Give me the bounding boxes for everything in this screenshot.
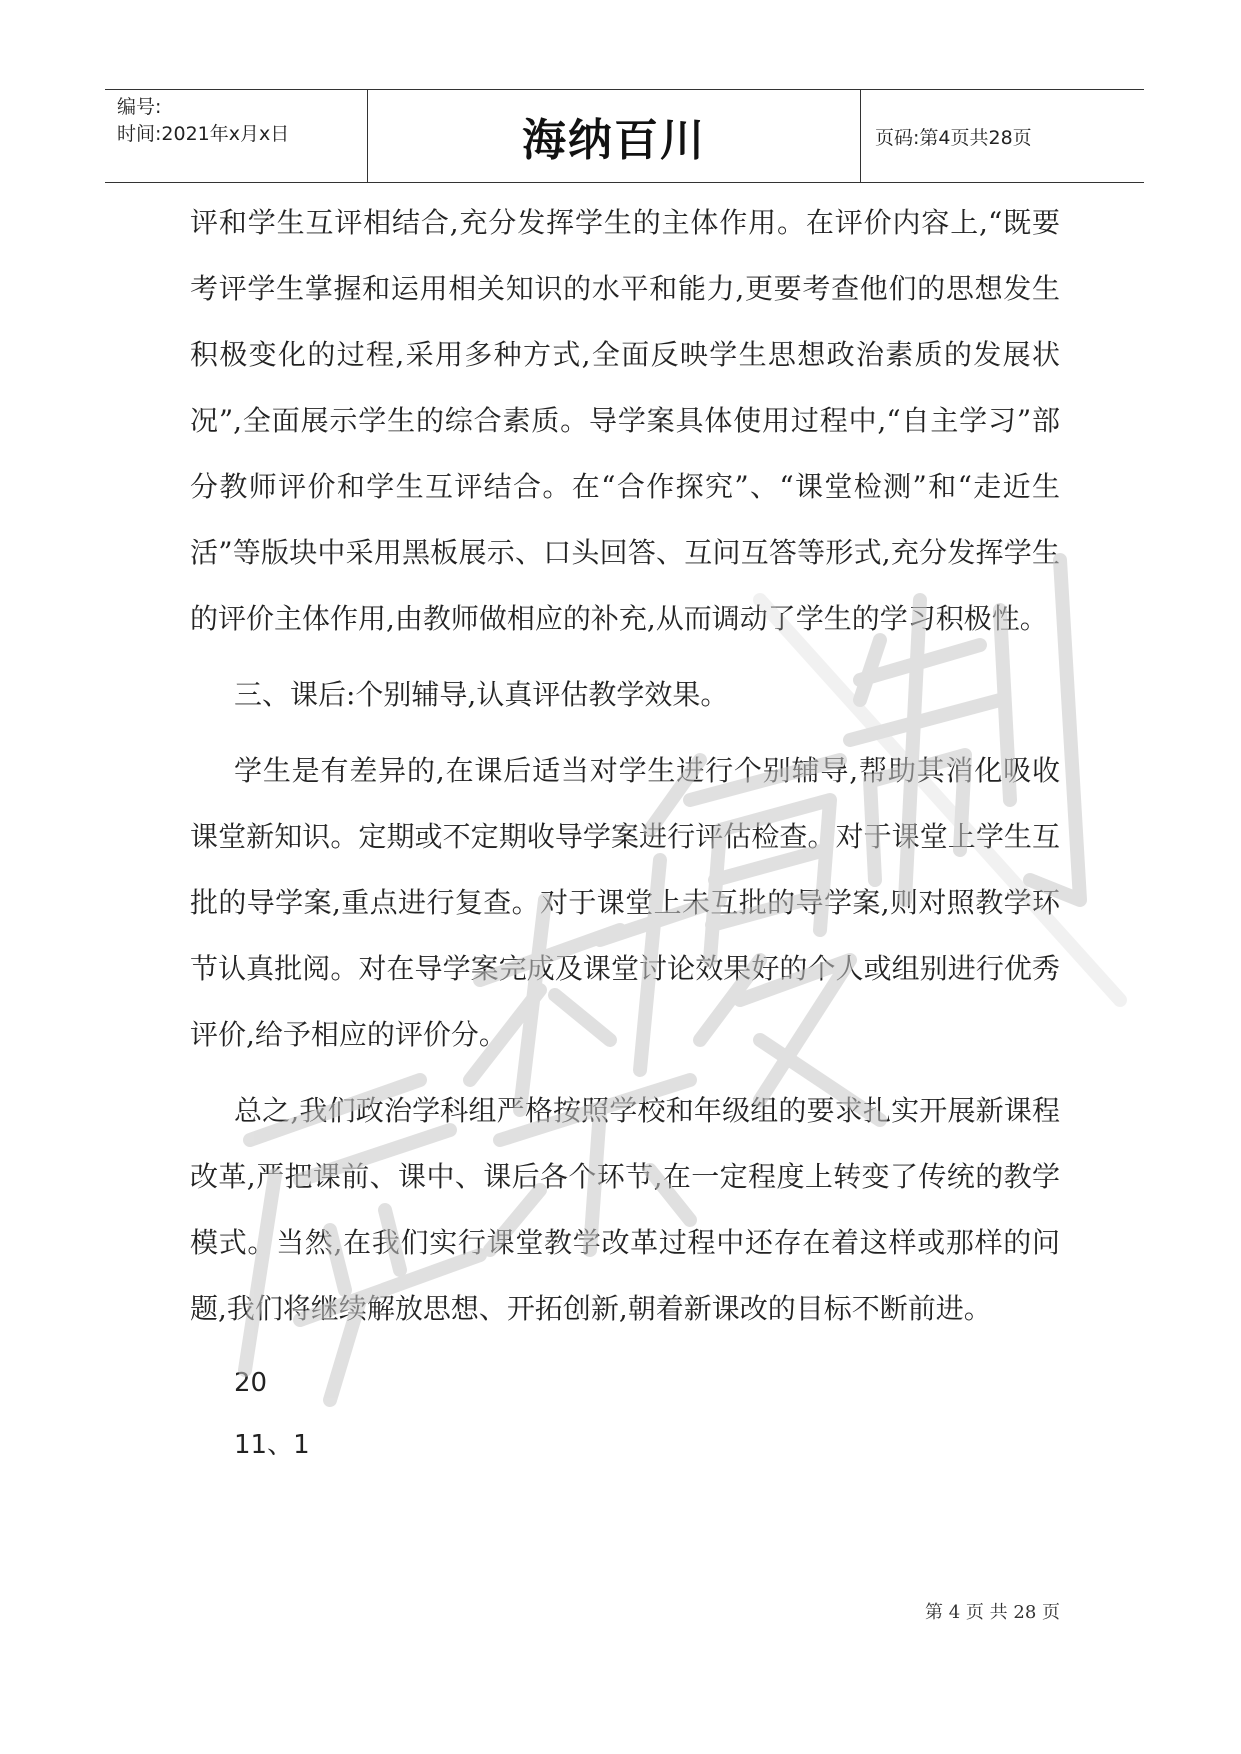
paragraph-tutoring: 学生是有差异的,在课后适当对学生进行个别辅导,帮助其消化吸收课堂新知识。定期或不定期收导学案进行评估检查。对于课堂上学生互批的导学案,重点进行复查。对于课堂上未互批的导学案,则对照教学环节认真批阅。对在导学案完成及课堂讨论效果好的个人或组别进行优秀评价,给予相应的评价分。 [190, 754, 1060, 1051]
footer-page-number: 第 4 页 共 28 页 [925, 1602, 1060, 1623]
header-page-info: 页码:第4页共28页 [875, 126, 1032, 149]
date-line-year: 20 [234, 1368, 268, 1398]
brand-title: 海纳百川 [522, 115, 706, 166]
paragraph-gap [190, 652, 1060, 662]
document-header [105, 89, 1144, 183]
header-meta-cell [105, 90, 368, 182]
header-brand-cell [368, 90, 861, 182]
paragraph-evaluation: 评和学生互评相结合,充分发挥学生的主体作用。在评价内容上,“既要考评学生掌握和运用相关知识的水平和能力,更要考查他们的思想发生积极变化的过程,采用多种方式,全面反映学生思想政治素质的发展状况”,全面展示学生的综合素质。导学案具体使用过程中,“自主学习”部分教师评价和学生互评结合。在“合作探究”、“课堂检测”和“走近生活”等版块中采用黑板展示、口头回答、互问互答等形式,充分发挥学生的评价主体作用,由教师做相应的补充,从而调动了学生的学习积极性。 [190, 206, 1060, 635]
time-label: 时间:2021年x月x日 [117, 123, 290, 145]
paragraph-gap [190, 1068, 1060, 1078]
paragraph-gap [190, 728, 1060, 738]
paragraph-summary: 总之,我们政治学科组严格按照学校和年级组的要求扎实开展新课程改革,严把课前、课中、课后各个环节,在一定程度上转变了传统的教学模式。当然,在我们实行课堂教学改革过程中还存在着这样或那样的问题,我们将继续解放思想、开拓创新,朝着新课改的目标不断前进。 [190, 1094, 1060, 1325]
section-heading-after-class: 三、课后:个别辅导,认真评估教学效果。 [234, 678, 729, 711]
page-footer [870, 1598, 1060, 1624]
paragraph-gap [190, 1342, 1060, 1352]
header-page-cell [861, 90, 1144, 182]
serial-number-label: 编号: [117, 96, 162, 118]
document-body [190, 190, 1060, 1476]
date-line-month: 11、1 [234, 1430, 310, 1460]
